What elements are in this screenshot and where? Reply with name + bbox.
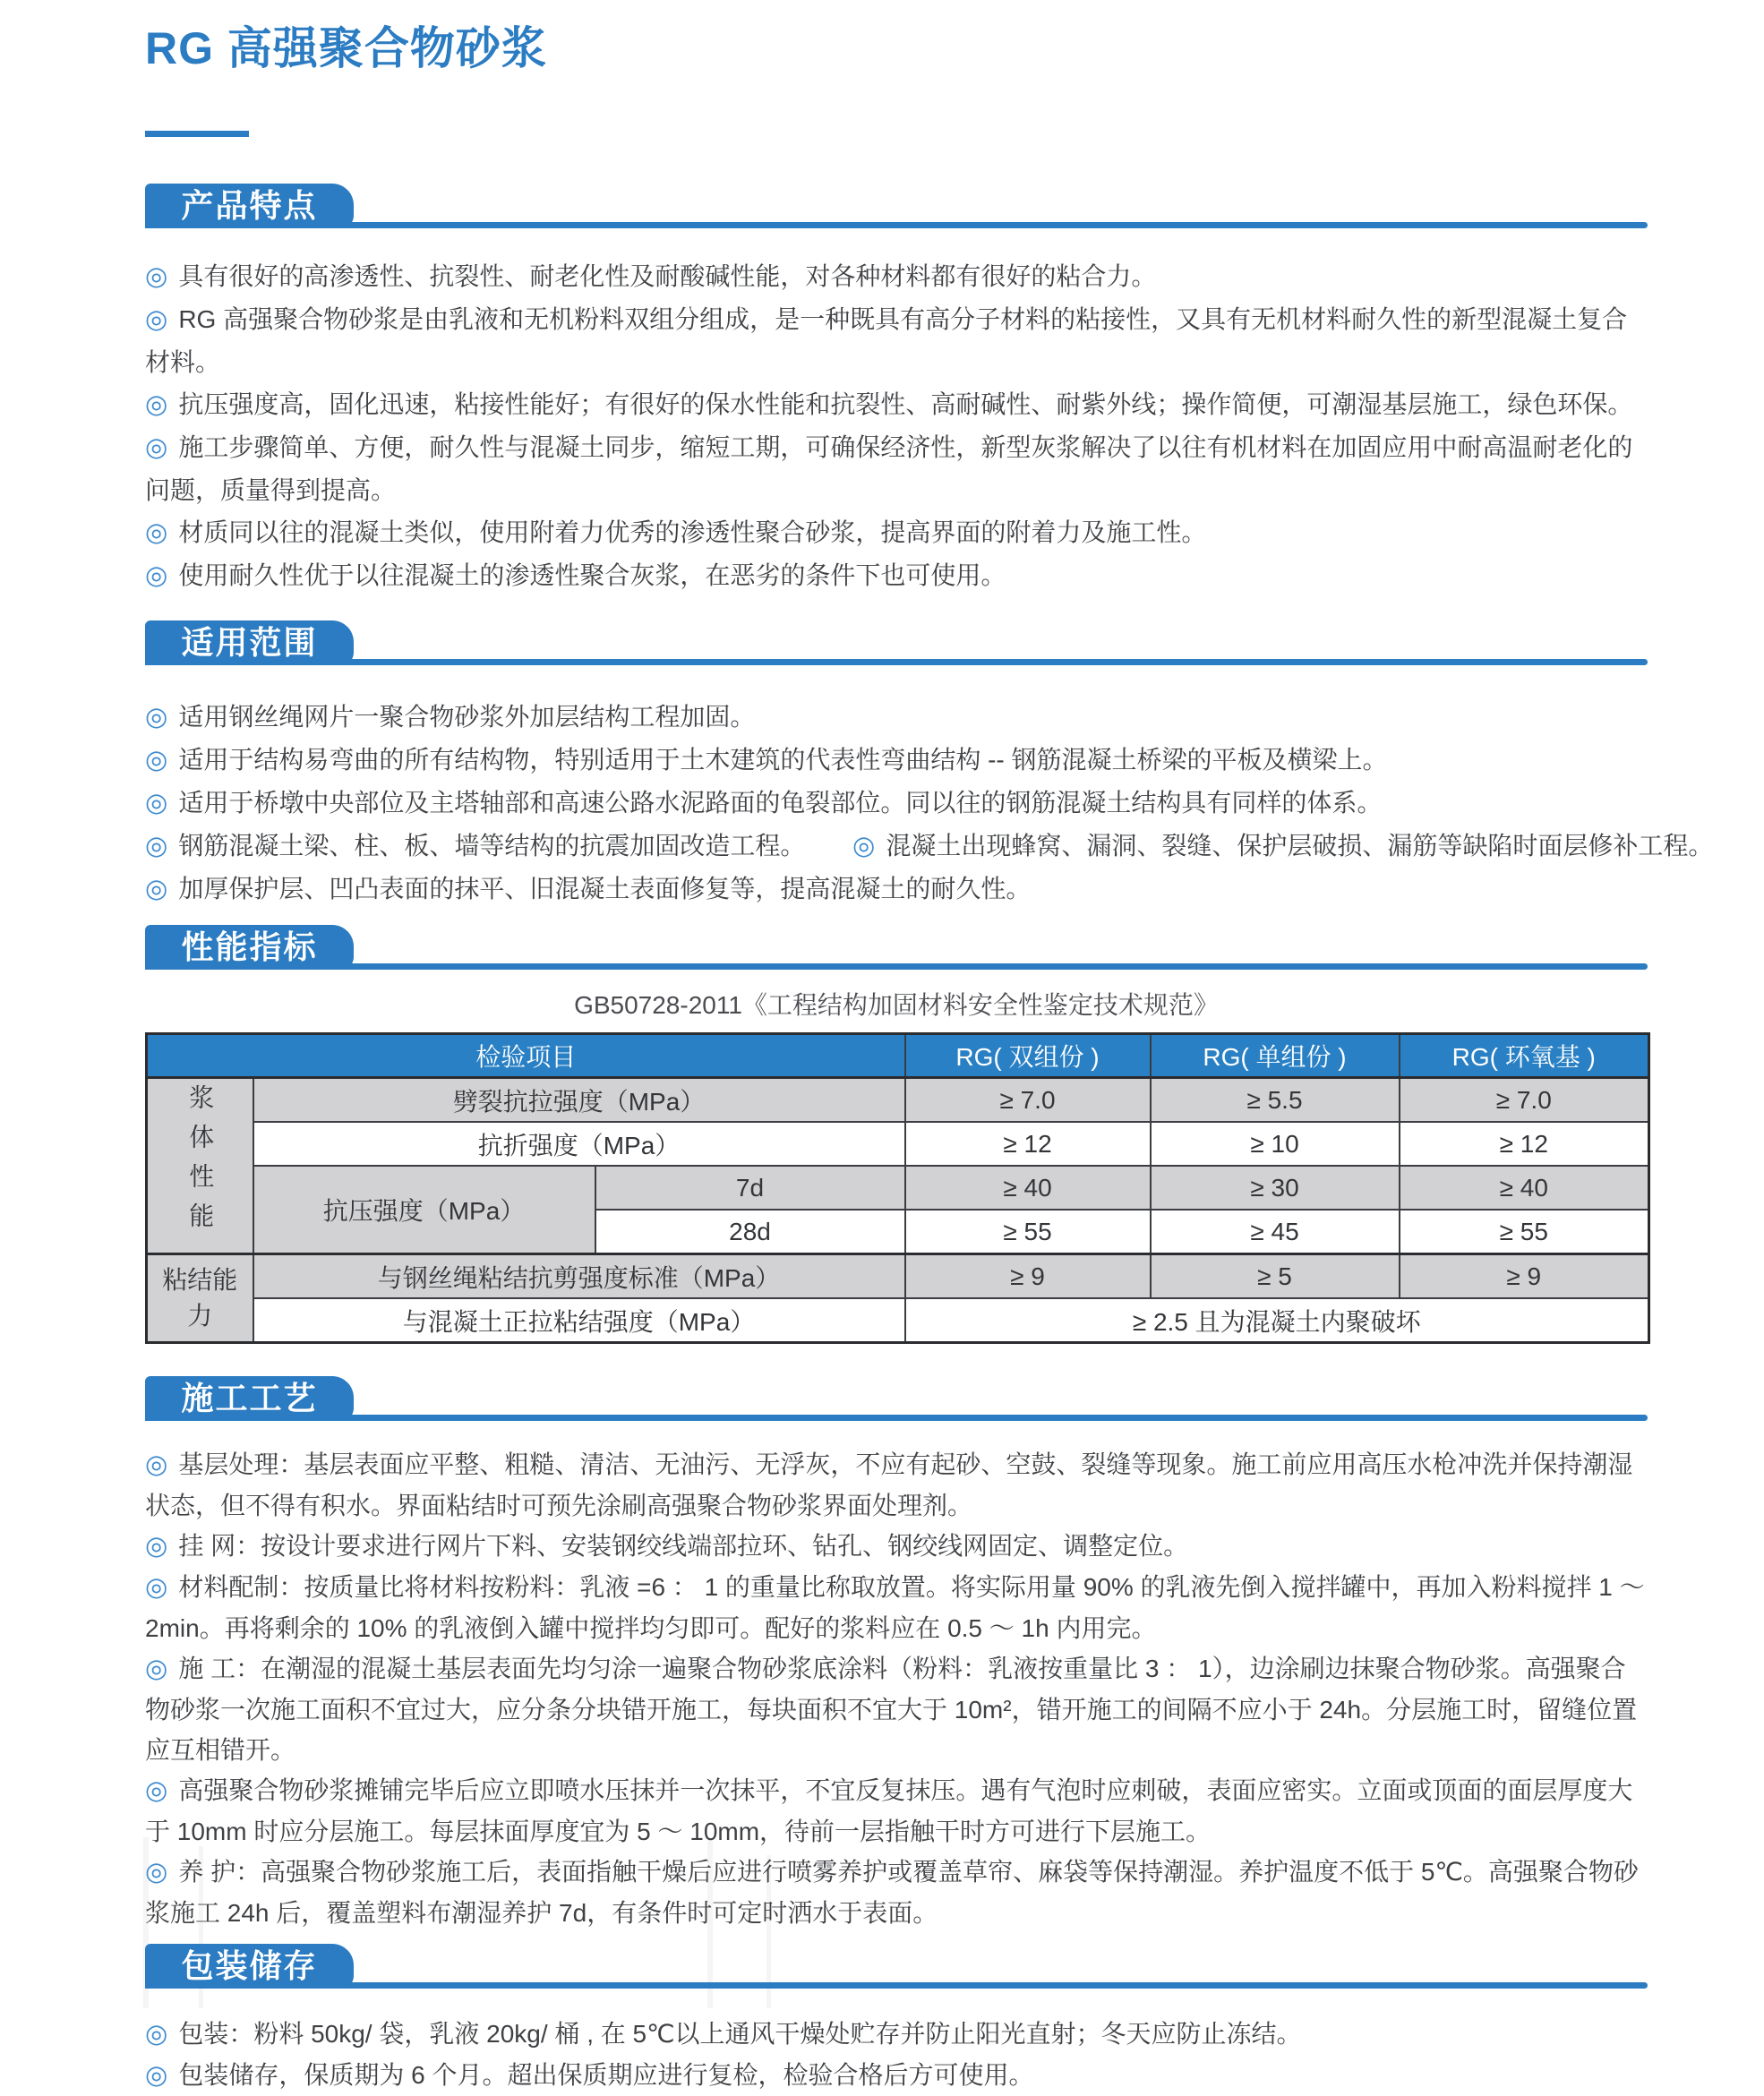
row-name-cell: 抗折强度（MPa） xyxy=(253,1122,905,1166)
table-caption: GB50728-2011《工程结构加固材料安全性鉴定技术规范》 xyxy=(574,991,1219,1019)
section-badge-performance: 性能指标 xyxy=(145,925,354,970)
bullseye-bullet-icon: ◎ xyxy=(145,1776,168,1805)
feature-item xyxy=(145,255,1648,298)
value-cell: ≥ 12 xyxy=(905,1122,1151,1166)
construction-item-text: 养 护：高强聚合物砂浆施工后，表面指触干燥后应进行喷雾养护或覆盖草帘、麻袋等保持潮湿。养护温度不低于 5℃。高强聚合物砂浆施工 24h 后，覆盖塑料布潮湿养护 7d，有条件时可定时洒水于表面。 xyxy=(145,1858,1639,1927)
row-name-cell-compressive: 抗压强度（MPa） xyxy=(253,1166,595,1254)
section-rule xyxy=(145,963,1648,970)
packaging-item-text: 包装储存，保质期为 6 个月。超出保质期应进行复检，检验合格后方可使用。 xyxy=(178,2061,1034,2089)
construction-list xyxy=(145,1444,1648,1933)
table-row xyxy=(147,1254,1649,1299)
value-cell: ≥ 7.0 xyxy=(905,1078,1151,1123)
feature-item-text: 材质同以往的混凝土类似，使用附着力优秀的渗透性聚合砂浆，提高界面的附着力及施工性。 xyxy=(178,518,1207,546)
scope-item-text: 钢筋混凝土梁、柱、板、墙等结构的抗震加固改造工程。 xyxy=(178,832,806,860)
bullseye-bullet-icon: ◎ xyxy=(145,2061,168,2090)
value-cell: ≥ 55 xyxy=(1400,1210,1649,1254)
scope-item-pair xyxy=(145,825,1714,868)
construction-item xyxy=(145,1852,1648,1933)
construction-item xyxy=(145,1444,1648,1526)
sub-row-cell: 7d xyxy=(595,1166,905,1210)
bullseye-bullet-icon: ◎ xyxy=(145,1450,168,1479)
bullseye-bullet-icon: ◎ xyxy=(145,1573,168,1602)
value-cell: ≥ 40 xyxy=(1400,1166,1649,1210)
row-name-cell: 与混凝土正拉粘结强度（MPa） xyxy=(253,1298,905,1343)
value-cell: ≥ 9 xyxy=(905,1254,1151,1299)
feature-item xyxy=(145,426,1648,511)
packaging-item-text: 包装：粉料 50kg/ 袋，乳液 20kg/ 桶 , 在 5℃以上通风干燥处贮存并防止阳光直射；冬天应防止冻结。 xyxy=(178,2020,1302,2048)
construction-item-text: 材料配制：按质量比将材料按粉料：乳液 =6 ： 1 的重量比称取放置。将实际用量 90% 的乳液先倒入搅拌罐中，再加入粉料搅拌 1 ～ 2min。再将剩余的 10% 的乳液倒入罐中搅拌均匀即可。配好的浆料应在 0.5 ～ 1h 内用完。 xyxy=(145,1573,1645,1642)
header-cell-rg2: RG( 双组份 ) xyxy=(905,1034,1151,1078)
construction-item xyxy=(145,1770,1648,1852)
value-cell: ≥ 9 xyxy=(1400,1254,1649,1299)
bullseye-bullet-icon: ◎ xyxy=(145,703,168,731)
bullseye-bullet-icon: ◎ xyxy=(145,1532,168,1561)
bullseye-bullet-icon: ◎ xyxy=(852,832,876,860)
construction-item xyxy=(145,1567,1648,1648)
value-cell: ≥ 5.5 xyxy=(1151,1078,1400,1123)
feature-item-text: 抗压强度高，固化迅速，粘接性能好；有很好的保水性能和抗裂性、高耐碱性、耐紫外线；操作简便，可潮湿基层施工，绿色环保。 xyxy=(178,390,1633,418)
section-rule xyxy=(145,222,1648,228)
bullseye-bullet-icon: ◎ xyxy=(145,746,168,774)
bullseye-bullet-icon: ◎ xyxy=(145,789,168,817)
construction-item-text: 高强聚合物砂浆摊铺完毕后应立即喷水压抹并一次抹平，不宜反复抹压。遇有气泡时应刺破，表面应密实。立面或顶面的面层厚度大于 10mm 时应分层施工。每层抹面厚度宜为 5 ～ 10mm，待前一层指触干时方可进行下层施工。 xyxy=(145,1776,1633,1845)
scope-item-text: 适用钢丝绳网片一聚合物砂浆外加层结构工程加固。 xyxy=(178,703,756,731)
packaging-item xyxy=(145,2014,1648,2055)
value-cell: ≥ 5 xyxy=(1151,1254,1400,1299)
scope-item-text: 混凝土出现蜂窝、漏洞、裂缝、保护层破损、漏筋等缺陷时面层修补工程。 xyxy=(886,832,1714,860)
group-cell-bond xyxy=(147,1254,253,1343)
header-cell-item: 检验项目 xyxy=(147,1034,905,1078)
feature-item-text: 施工步骤简单、方便，耐久性与混凝土同步，缩短工期，可确保经济性，新型灰浆解决了以往有机材料在加固应用中耐高温耐老化的问题，质量得到提高。 xyxy=(145,433,1633,504)
section-header-scope xyxy=(145,620,1648,665)
scope-item-text: 适用于桥墩中央部位及主塔轴部和高速公路水泥路面的龟裂部位。同以往的钢筋混凝土结构具有同样的体系。 xyxy=(178,789,1383,817)
value-cell: ≥ 7.0 xyxy=(1400,1078,1649,1123)
section-header-packaging xyxy=(145,1944,1648,1989)
section-badge-packaging: 包装储存 xyxy=(145,1944,354,1989)
section-header-performance xyxy=(145,925,1648,970)
table-row xyxy=(147,1298,1649,1343)
value-cell: ≥ 10 xyxy=(1151,1122,1400,1166)
scope-item-text: 加厚保护层、凹凸表面的抹平、旧混凝土表面修复等，提高混凝土的耐久性。 xyxy=(178,875,1032,903)
section-rule xyxy=(145,659,1648,665)
section-rule xyxy=(145,1415,1648,1421)
feature-item xyxy=(145,383,1648,426)
construction-item-text: 挂 网：按设计要求进行网片下料、安装钢绞线端部拉环、钻孔、钢绞线网固定、调整定位。 xyxy=(178,1532,1189,1560)
scope-item-text: 适用于结构易弯曲的所有结构物，特别适用于土木建筑的代表性弯曲结构 -- 钢筋混凝土桥梁的平板及横梁上。 xyxy=(178,746,1388,774)
bullseye-bullet-icon: ◎ xyxy=(145,1655,168,1683)
group-label: 浆体性能 xyxy=(186,1083,215,1242)
section-badge-construction: 施工工艺 xyxy=(145,1376,354,1421)
bullseye-bullet-icon: ◎ xyxy=(145,2020,168,2049)
construction-item-text: 施 工：在潮湿的混凝土基层表面先均匀涂一遍聚合物砂浆底涂料（粉料：乳液按重量比 3 ： 1），边涂刷边抹聚合物砂浆。高强聚合物砂浆一次施工面积不宜过大，应分条分块错开施工，每块面积不宜大于 10m²，错开施工的间隔不应小于 24h。分层施工时，留缝位置应互相错开。 xyxy=(145,1655,1638,1764)
row-name-cell: 与钢丝绳粘结抗剪强度标准（MPa） xyxy=(253,1254,905,1299)
bullseye-bullet-icon: ◎ xyxy=(145,832,168,860)
packaging-item xyxy=(145,2055,1648,2096)
value-cell: ≥ 40 xyxy=(905,1166,1151,1210)
feature-item xyxy=(145,554,1648,597)
performance-table xyxy=(145,1032,1650,1344)
group-cell-slurry xyxy=(147,1078,253,1254)
feature-item-text: 使用耐久性优于以往混凝土的渗透性聚合灰浆，在恶劣的条件下也可使用。 xyxy=(178,561,1006,589)
construction-item-text: 基层处理：基层表面应平整、粗糙、清洁、无油污、无浮灰，不应有起砂、空鼓、裂缝等现象。施工前应用高压水枪冲洗并保持潮湿状态，但不得有积水。界面粘结时可预先涂刷高强聚合物砂浆界面处理剂。 xyxy=(145,1450,1633,1519)
scope-item xyxy=(145,696,1648,739)
header-cell-rg1: RG( 单组份 ) xyxy=(1151,1034,1400,1078)
table-row xyxy=(147,1078,1649,1123)
header-cell-rge: RG( 环氧基 ) xyxy=(1400,1034,1649,1078)
value-cell: ≥ 55 xyxy=(905,1210,1151,1254)
section-header-construction xyxy=(145,1376,1648,1421)
bullseye-bullet-icon: ◎ xyxy=(145,1858,168,1886)
feature-item-text: RG 高强聚合物砂浆是由乳液和无机粉料双组分组成，是一种既具有高分子材料的粘接性，又具有无机材料耐久性的新型混凝土复合材料。 xyxy=(145,305,1628,376)
section-rule xyxy=(145,1982,1648,1989)
section-badge-features: 产品特点 xyxy=(145,184,354,228)
value-cell: ≥ 45 xyxy=(1151,1210,1400,1254)
bullseye-bullet-icon: ◎ xyxy=(145,262,168,291)
value-cell-span: ≥ 2.5 且为混凝土内聚破坏 xyxy=(905,1298,1649,1343)
table-header-row xyxy=(147,1034,1649,1078)
document-page xyxy=(0,20,1764,2090)
title-underline xyxy=(145,131,249,137)
page-title: RG 高强聚合物砂浆 xyxy=(145,23,547,73)
bullseye-bullet-icon: ◎ xyxy=(145,518,168,547)
table-row xyxy=(147,1166,1649,1210)
bullseye-bullet-icon: ◎ xyxy=(145,561,168,590)
sub-row-cell: 28d xyxy=(595,1210,905,1254)
packaging-list xyxy=(145,2014,1648,2096)
scope-item xyxy=(145,739,1648,782)
group-label: 粘结能力 xyxy=(162,1266,238,1330)
scope-item xyxy=(145,782,1648,825)
construction-item xyxy=(145,1648,1648,1770)
scope-item xyxy=(852,825,1713,868)
value-cell: ≥ 12 xyxy=(1400,1122,1649,1166)
row-name-cell: 劈裂抗拉强度（MPa） xyxy=(253,1078,905,1123)
bullseye-bullet-icon: ◎ xyxy=(145,305,168,334)
scope-item xyxy=(145,868,1648,911)
section-header-features xyxy=(145,184,1648,228)
bullseye-bullet-icon: ◎ xyxy=(145,390,168,419)
feature-item-text: 具有很好的高渗透性、抗裂性、耐老化性及耐酸碱性能，对各种材料都有很好的粘合力。 xyxy=(178,262,1157,290)
table-row xyxy=(147,1122,1649,1166)
feature-item xyxy=(145,511,1648,554)
scope-list xyxy=(145,696,1714,911)
features-list xyxy=(145,255,1648,597)
feature-item xyxy=(145,298,1648,383)
section-badge-scope: 适用范围 xyxy=(145,620,354,665)
value-cell: ≥ 30 xyxy=(1151,1166,1400,1210)
bullseye-bullet-icon: ◎ xyxy=(145,433,168,462)
bullseye-bullet-icon: ◎ xyxy=(145,875,168,903)
scope-item xyxy=(145,825,852,868)
construction-item xyxy=(145,1526,1648,1567)
